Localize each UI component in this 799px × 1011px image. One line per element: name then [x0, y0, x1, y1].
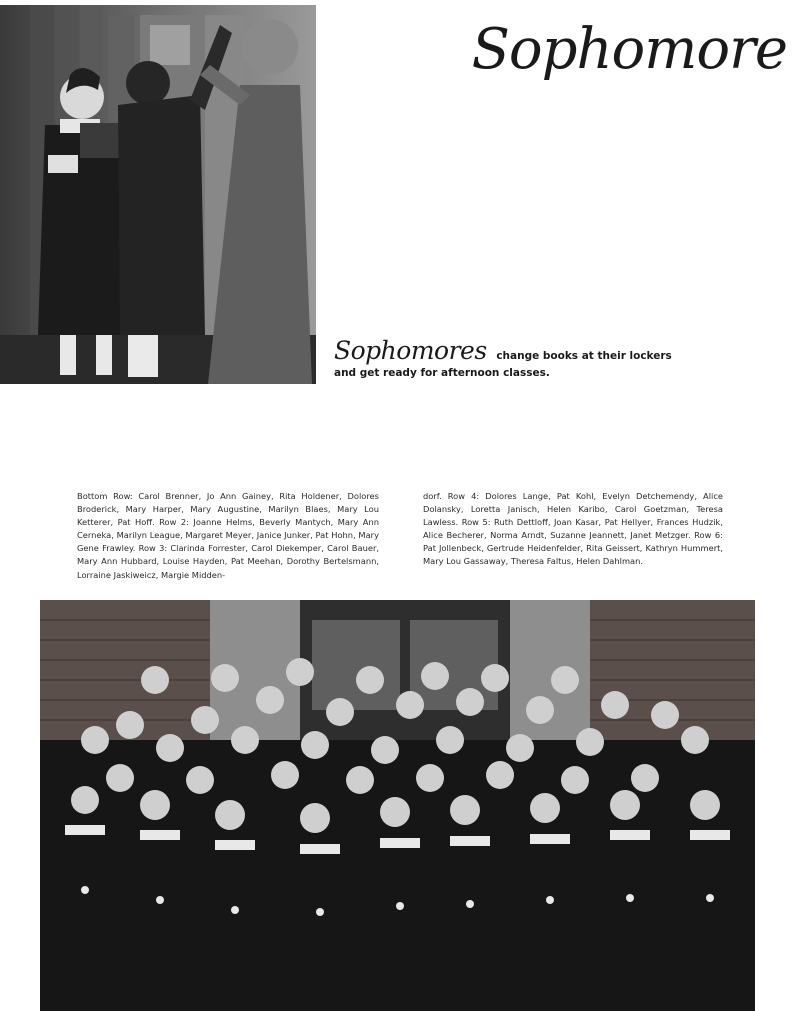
page-title: Sophomore	[471, 17, 787, 82]
photo-caption	[334, 336, 674, 382]
group-photo-illustration	[40, 600, 755, 1011]
group-photo	[40, 600, 755, 1011]
roster-column-left: Bottom Row: Carol Brenner, Jo Ann Gainey, Rita Holdener, Dolores Broderick, Mary Harper, Mary Augustine, Marilyn Blaes, Mary Lou Ketterer, Pat Hoff. Row 2: Joanne Helms, Beverly Mantych, Mary Ann Cerneka, Marilyn League, Margaret Meyer, Janice Junker, Pat Hohn, Mary Gene Frawley. Row 3: Clarinda Forrester, Carol Diekemper, Carol Bauer, Mary Ann Hubbard, Louise Hayden, Pat Meehan, Dorothy Bertelsmann, Lorraine Jaskiweicz, Margie Midden-	[77, 491, 379, 580]
caption-lead: Sophomores	[334, 336, 487, 365]
caption-text: change books at their lockers and get ready for afternoon classes.	[334, 350, 672, 379]
roster-column-right: dorf. Row 4: Dolores Lange, Pat Kohl, Evelyn Detchemendy, Alice Dolansky, Loretta Janisch, Helen Karibo, Carol Goetzman, Teresa Lawless. Row 5: Ruth Dettloff, Joan Kasar, Pat Hellyer, Frances Hudzik, Alice Becherer, Norma Arndt, Suzanne Jeannett, Janet Metzger. Row 6: Pat Jollenbeck, Gertrude Heidenfelder, Rita Geissert, Kathryn Hummert, Mary Lou Gassaway, Theresa Faltus, Helen Dahlman.	[423, 491, 723, 567]
locker-photo-illustration	[0, 5, 316, 384]
locker-photo	[0, 5, 316, 384]
